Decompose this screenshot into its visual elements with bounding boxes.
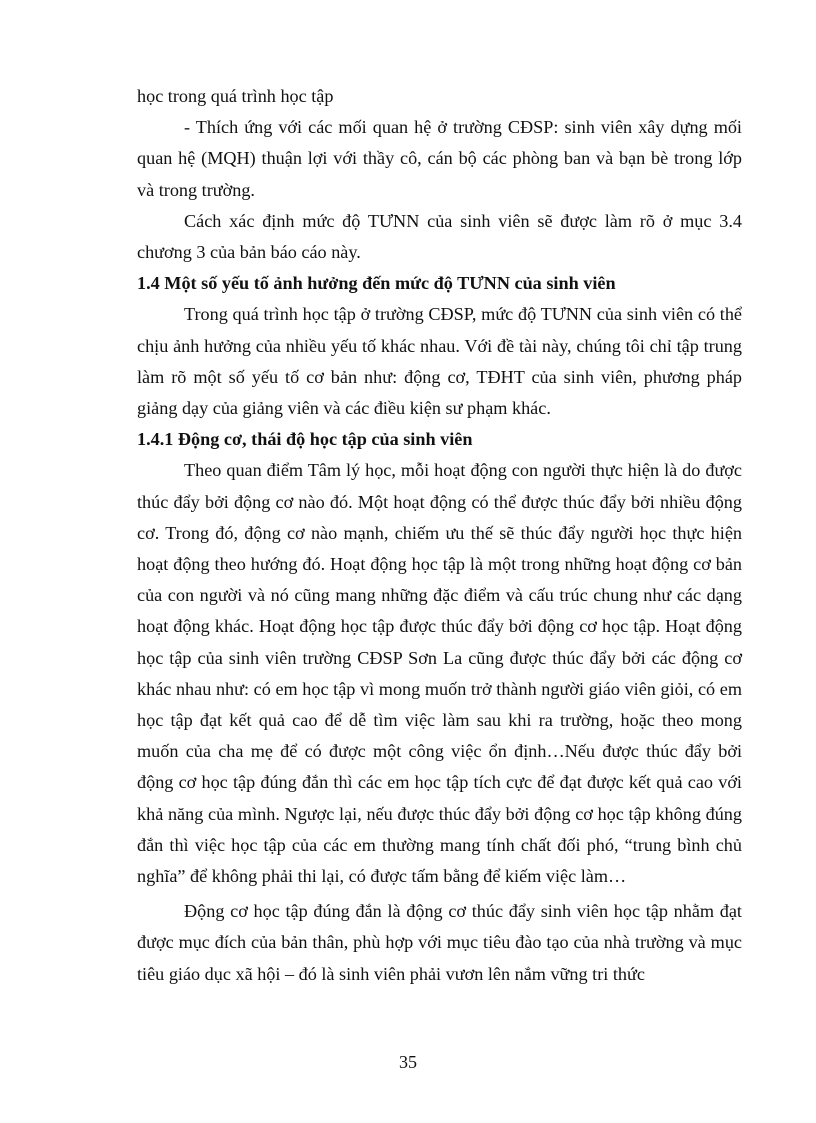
paragraph-continuation: học trong quá trình học tập (137, 86, 334, 106)
paragraph-learning-motivation-end: nghĩa” để không phải thi lại, có được tấm bằng để kiếm việc làm… (137, 866, 627, 887)
paragraph-measurement-method: Cách xác định mức độ TƯNN của sinh viên sẽ được làm rõ ở mục 3.4 chương 3 của bản báo cáo này. (137, 210, 742, 263)
paragraph-relationship-adaptation: - Thích ứng với các mối quan hệ ở trường CĐSP: sinh viên xây dựng mối quan hệ (MQH) thuận lợi với thầy cô, cán bộ các phòng ban và bạn bè trong lớp và trong trường. (137, 117, 742, 200)
page-body (137, 81, 742, 990)
page-number: 35 (399, 1052, 417, 1072)
section-heading-1-4: 1.4 Một số yếu tố ảnh hưởng đến mức độ TƯNN của sinh viên (137, 273, 616, 294)
paragraph-correct-motivation: Động cơ học tập đúng đắn là động cơ thúc đẩy sinh viên học tập nhằm đạt được mục đích của bản thân, phù hợp với mục tiêu đào tạo của nhà trường và mục tiêu giáo dục xã hội – đó là sinh viên phải vươn lên nắm vững tri thức (137, 901, 742, 984)
paragraph-learning-motivation: Theo quan điểm Tâm lý học, mỗi hoạt động con người thực hiện là do được thúc đẩy bởi động cơ nào đó. Một hoạt động có thể được thúc đẩy bởi nhiều động cơ. Trong đó, động cơ nào mạnh, chiếm ưu thế sẽ thúc đẩy người học thực hiện hoạt động theo hướng đó. Hoạt động học tập là một trong những hoạt động cơ bản của con người và nó cũng mang những đặc điểm và cấu trúc chung như các dạng hoạt động khác. Hoạt động học tập được thúc đẩy bởi động cơ học tập. Hoạt động học tập của sinh viên trường CĐSP Sơn La cũng được thúc đẩy bởi các động cơ khác nhau như: có em học tập vì mong muốn trở thành người giáo viên giỏi, có em học tập đạt kết quả cao để dễ tìm việc làm sau khi ra trường, hoặc theo mong muốn của cha mẹ để có được một công việc ổn định…Nếu được thúc đẩy bởi động cơ học tập đúng đắn thì các em học tập tích cực để đạt được kết quả cao với khả năng của mình. Ngược lại, nếu được thúc đẩy bởi động cơ học tập không đúng đắn thì việc học tập của các em thường mang tính chất đối phó, “trung bình chủ (137, 460, 742, 855)
section-heading-1-4-1: 1.4.1 Động cơ, thái độ học tập của sinh viên (137, 429, 473, 450)
paragraph-influencing-factors: Trong quá trình học tập ở trường CĐSP, mức độ TƯNN của sinh viên có thể chịu ảnh hưởng của nhiều yếu tố khác nhau. Với đề tài này, chúng tôi chỉ tập trung làm rõ một số yếu tố cơ bản như: động cơ, TĐHT của sinh viên, phương pháp giảng dạy của giảng viên và các điều kiện sư phạm khác. (137, 304, 742, 419)
